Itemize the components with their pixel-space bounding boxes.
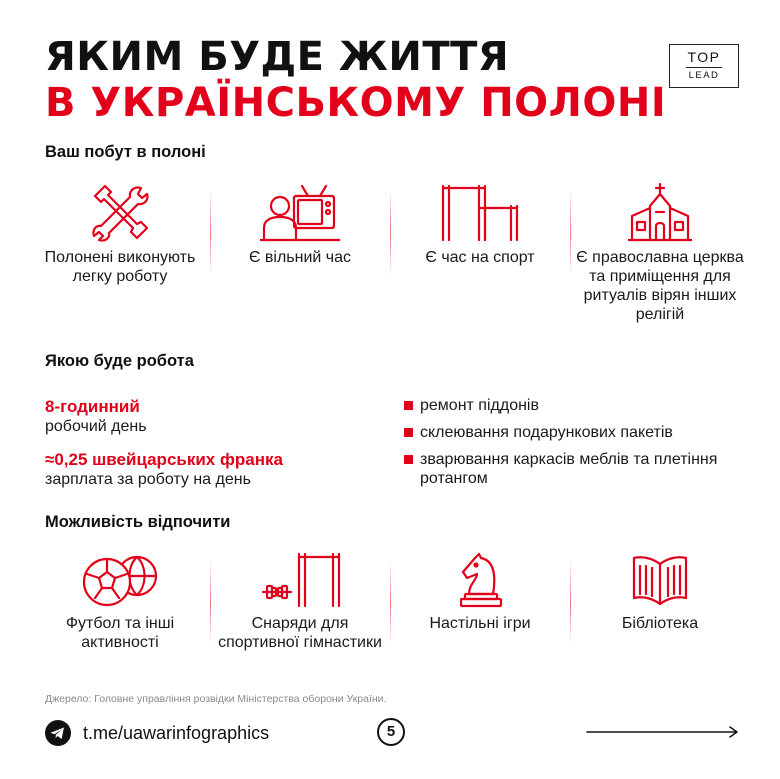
tv-icon <box>260 182 340 242</box>
church-icon <box>628 182 692 242</box>
work-task-text: ремонт піддонів <box>420 397 539 414</box>
balls-icon <box>81 552 159 608</box>
rest-caption-gymnastics: Снаряди для спортивної гімнастики <box>218 615 382 651</box>
page-title-line-2: В УКРАЇНСЬКОМУ ПОЛОНІ <box>45 80 667 126</box>
book-icon <box>630 552 690 608</box>
chess-knight-icon <box>455 552 505 608</box>
living-caption-free-time: Є вільний час <box>248 249 352 266</box>
page-title-line-1: ЯКИМ БУДЕ ЖИТТЯ <box>45 34 510 80</box>
living-section-title: Ваш побут в полоні <box>45 143 206 161</box>
living-item-church <box>570 182 750 324</box>
living-row <box>30 182 750 324</box>
work-task-text: зварювання каркасів меблів та плетіння ротангом <box>420 451 718 487</box>
list-item <box>404 450 744 488</box>
list-item <box>404 396 744 415</box>
tools-icon <box>87 182 153 242</box>
living-caption-church: Є православна церква та приміщення для ритуалів вірян інших релігій <box>576 249 744 323</box>
living-caption-sport: Є час на спорт <box>425 249 535 266</box>
logo-divider <box>686 67 722 68</box>
living-item-free-time <box>210 182 390 324</box>
rest-section-title: Можливість відпочити <box>45 513 231 531</box>
work-hours <box>45 397 147 436</box>
rest-caption-library: Бібліотека <box>621 615 699 632</box>
rest-item-football <box>30 552 210 652</box>
rest-row <box>30 552 750 652</box>
bullet-square-icon <box>404 455 413 464</box>
work-pay-highlight: ≈0,25 швейцарських франка <box>45 450 283 469</box>
living-item-light-work <box>30 182 210 324</box>
logo-top-text: TOP <box>687 49 721 65</box>
list-item <box>404 423 744 442</box>
rest-item-gymnastics <box>210 552 390 652</box>
rest-item-library <box>570 552 750 652</box>
work-section-title: Якою буде робота <box>45 352 194 370</box>
rest-item-board-games <box>390 552 570 652</box>
rest-caption-football: Футбол та інші активності <box>65 615 175 651</box>
telegram-icon <box>45 720 71 746</box>
gym-apparatus-icon <box>259 552 341 608</box>
telegram-link-text[interactable]: t.me/uawarinfographics <box>83 722 270 743</box>
page-number: 5 <box>377 718 405 746</box>
work-task-list <box>404 396 744 496</box>
living-item-sport <box>390 182 570 324</box>
telegram-link[interactable] <box>45 720 269 746</box>
work-hours-highlight: 8-годинний <box>45 397 140 416</box>
living-caption-light-work: Полонені виконують легку роботу <box>44 249 196 285</box>
bullet-square-icon <box>404 428 413 437</box>
work-task-text: склеювання подарункових пакетів <box>420 424 673 441</box>
top-lead-logo <box>669 44 739 88</box>
arrow-right-icon[interactable] <box>585 725 741 739</box>
bullet-square-icon <box>404 401 413 410</box>
logo-bottom-text: LEAD <box>688 70 720 81</box>
rest-caption-board-games: Настільні ігри <box>429 615 531 632</box>
horizontal-bars-icon <box>439 182 521 242</box>
work-hours-text: робочий день <box>45 418 147 435</box>
work-pay <box>45 450 283 489</box>
source-note: Джерело: Головне управління розвідки Міністерства оборони України. <box>45 693 387 705</box>
work-pay-text: зарплата за роботу на день <box>45 471 251 488</box>
